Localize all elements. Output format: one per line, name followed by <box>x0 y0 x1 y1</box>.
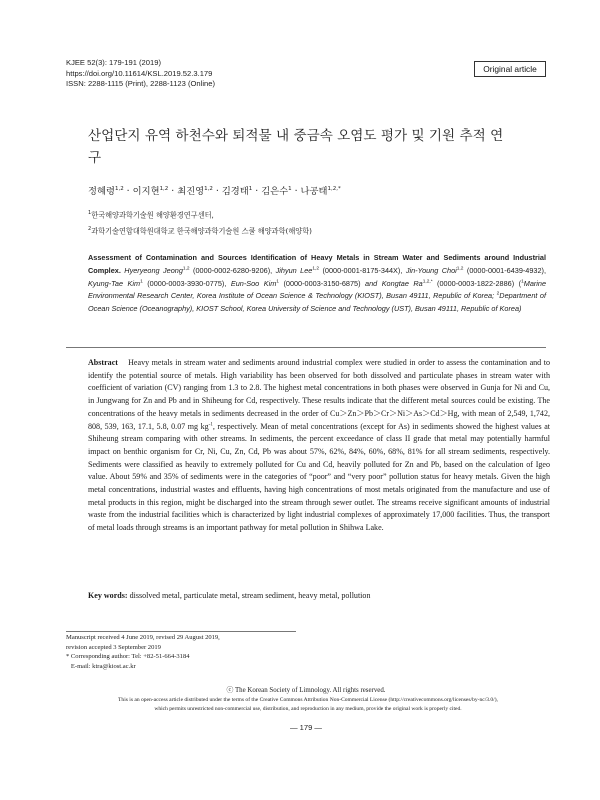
author-ko-sup: 1 <box>288 185 292 192</box>
author-en-separator: , <box>400 265 403 275</box>
author-ko: 김은수 <box>261 186 289 197</box>
unit-superscript: -1 <box>208 421 213 427</box>
footnote-line: Manuscript received 4 June 2019, revised 29 August 2019, <box>66 634 220 641</box>
footnote-line: revision accepted 3 September 2019 <box>66 643 161 651</box>
author-separator: · <box>294 186 298 197</box>
author-en: Jin-Young Choi <box>405 265 457 275</box>
keywords <box>88 590 548 602</box>
author-en-sup: 1,2 <box>312 266 320 272</box>
author-en: Eun-Soo Kim <box>230 278 277 288</box>
page-number: — 179 — <box>289 723 323 732</box>
author-en-separator: , <box>270 265 273 275</box>
journal-citation: KJEE 52(3): 179-191 (2019) <box>66 58 161 67</box>
affiliation-en-sup: 1 <box>521 279 524 285</box>
license-notice <box>66 696 550 713</box>
affiliation-sup: 1 <box>88 210 92 216</box>
author-en: Kyung-Tae Kim <box>88 278 141 288</box>
doi-link[interactable]: https://doi.org/10.11614/KSL.2019.52.3.179 <box>66 68 213 78</box>
author-en-separator: , <box>543 265 547 275</box>
paren-open: ( <box>518 278 522 288</box>
author-ko-sup: 1 <box>248 185 253 192</box>
author-separator: · <box>171 186 175 197</box>
author-orcid: (0000-0003-3150-6875) <box>283 278 361 288</box>
affiliation-en: Department of Ocean Science (Oceanography), KIOST School, Korea University of Science and Technology (UST), Busan 49111, Republic of Korea) <box>88 291 547 314</box>
korean-affiliations <box>88 206 312 239</box>
author-separator: · <box>255 186 259 197</box>
author-en: Jihyun Lee <box>275 265 313 275</box>
english-title: Assessment of Contamination and Sources Identification of Heavy Metals in Stream Water and Sediments around Industrial Complex. <box>88 253 546 275</box>
author-orcid: (0000-0003-1822-2886) <box>437 278 515 288</box>
author-separator: · <box>215 186 219 197</box>
affiliation-sup: 2 <box>88 226 92 233</box>
keywords-label: Key words: <box>88 591 128 600</box>
author-ko: 나공태 <box>300 186 328 197</box>
author-en-sup: 1,2 <box>182 266 190 272</box>
author-ko: 정혜령 <box>88 186 115 197</box>
author-orcid: (0000-0003-3930-0775) <box>147 278 225 288</box>
journal-header <box>66 58 215 90</box>
author-orcid: (0000-0002-6280-9206) <box>193 265 271 275</box>
author-ko-sup: 1,2,* <box>327 185 341 192</box>
license-line: This is an open-access article distributed under the terms of the Creative Commons Attribution Non-Commercial License (http://creativecommons.org/licenses/by-nc/3.0/), <box>118 697 498 703</box>
author-ko: 이지현 <box>132 186 160 197</box>
english-title-block <box>88 252 546 316</box>
author-en: Kongtae Ra <box>381 278 423 288</box>
abstract-label: Abstract <box>88 358 118 367</box>
author-en-sup: 1 <box>276 279 279 285</box>
affiliation-ko <box>88 222 312 238</box>
author-en-sup: 1 <box>140 279 143 285</box>
author-orcid: (0000-0001-8175-344X) <box>322 265 401 275</box>
author-en-sup: 1,2 <box>456 266 464 272</box>
abstract-text: , respectively. Mean of metal concentrations (except for As) in sediments showed the highest values at Shiheung stream comparing with other streams. In sediments, the percent exceedance of class II grade that metal may potentially harmful impact on benthic organism for Cr, Ni, Cu, Zn, Cd, Pb was about 57%, 62%, 84%, 60%, 68%, 81% for all stream sediments, respectively. Sediments were classified as heavily to extremely polluted for Cu and Cd, heavily polluted for Zn and Pb, based on the calculation of Igeo value. About 59% and 35% of sediments were in the categories of “poor” and “very poor” pollution status for heavy metals. Given the high metal concentrations, industrial wastes and effluents, having high concentrations of most metals originated from the manufacture and use of metal products in this region, might be discharged into the stream through sewer outlet. The streams receive significant amounts of industrial waste from the industrial facilities which is characterized by light industrial complexes of approximately 17,000 facilities. Thus, the transport of metal loads through streams is an important pathway for metal pollution in Shihwa Lake. <box>88 421 551 533</box>
author-en-separator: and <box>360 278 378 288</box>
article-type-badge: Original article <box>474 61 546 77</box>
author-orcid: (0000-0001-6439-4932) <box>466 265 544 275</box>
footnotes <box>66 633 220 671</box>
author-ko-sup: 1,2 <box>114 185 124 192</box>
abstract <box>88 357 550 535</box>
author-ko: 최진영 <box>177 186 205 197</box>
copyright-notice: ⓒ The Korean Society of Limnology. All rights reserved. <box>226 687 386 694</box>
abstract-text: Heavy metals in stream water and sediments around industrial complex were studied in order to assess the contamination and to identify the potential source of metals. High variability has been observed for both dissolved and particulate phases in stream water with coefficient of variation (CV) ranging from 1.3 to 2.8. The highest metal concentrations in both phases were observed in Gunja for Ni and Cu, in Jungwang for Zn and Pb and in Shiheung for Cd, respectively. These results indicate that the different metal sources could be existing. The concentrations of the heavy metals in sediments decreased in the order of Cu＞Zn＞Pb＞Cr＞Ni＞As＞Cd＞Hg, with mean of 2,549, 1,742, 808, 539, 163, 17.1, 5.8, 0.07 mg kg <box>88 358 550 431</box>
license-line: which permits unrestricted non-commercial use, distribution, and reproduction in any medium, provide the original work is properly cited. <box>154 705 462 712</box>
author-ko-sup: 1,2 <box>204 185 213 192</box>
footnote-divider <box>66 631 296 632</box>
author-en-sup: 1,2,* <box>422 279 433 285</box>
affiliation-text: 과학기술연합대학원대학교 한국해양과학기술원 스쿨 해양과학(해양학) <box>91 226 312 236</box>
author-ko: 김경태 <box>221 186 249 197</box>
korean-author-list <box>88 183 341 197</box>
affiliation-en-sup: 2 <box>496 291 500 297</box>
section-divider <box>66 347 546 348</box>
author-separator: · <box>126 186 130 197</box>
keywords-text: dissolved metal, particulate metal, stream sediment, heavy metal, pollution <box>129 591 371 600</box>
korean-title: 산업단지 유역 하천수와 퇴적물 내 중금속 오염도 평가 및 기원 추적 연구 <box>88 128 504 166</box>
issn-line: ISSN: 2288-1115 (Print), 2288-1123 (Online) <box>66 79 216 88</box>
footnote-line: * Corresponding author: Tel: +82-51-664-3184 <box>66 653 190 660</box>
affiliation-ko <box>88 206 312 222</box>
author-en: Hyeryeong Jeong <box>124 265 183 275</box>
affiliation-text: 한국해양과학기술원 해양환경연구센터, <box>91 210 214 220</box>
footnote-line: E-mail: ktra@kiost.ac.kr <box>66 662 136 670</box>
author-en-separator: , <box>224 278 227 288</box>
affiliation-en: Marine Environmental Research Center, Korea Institute of Ocean Science & Technology (KIOST), Busan 49111, Republic of Korea; <box>88 278 547 301</box>
author-ko-sup: 1,2 <box>159 185 169 192</box>
